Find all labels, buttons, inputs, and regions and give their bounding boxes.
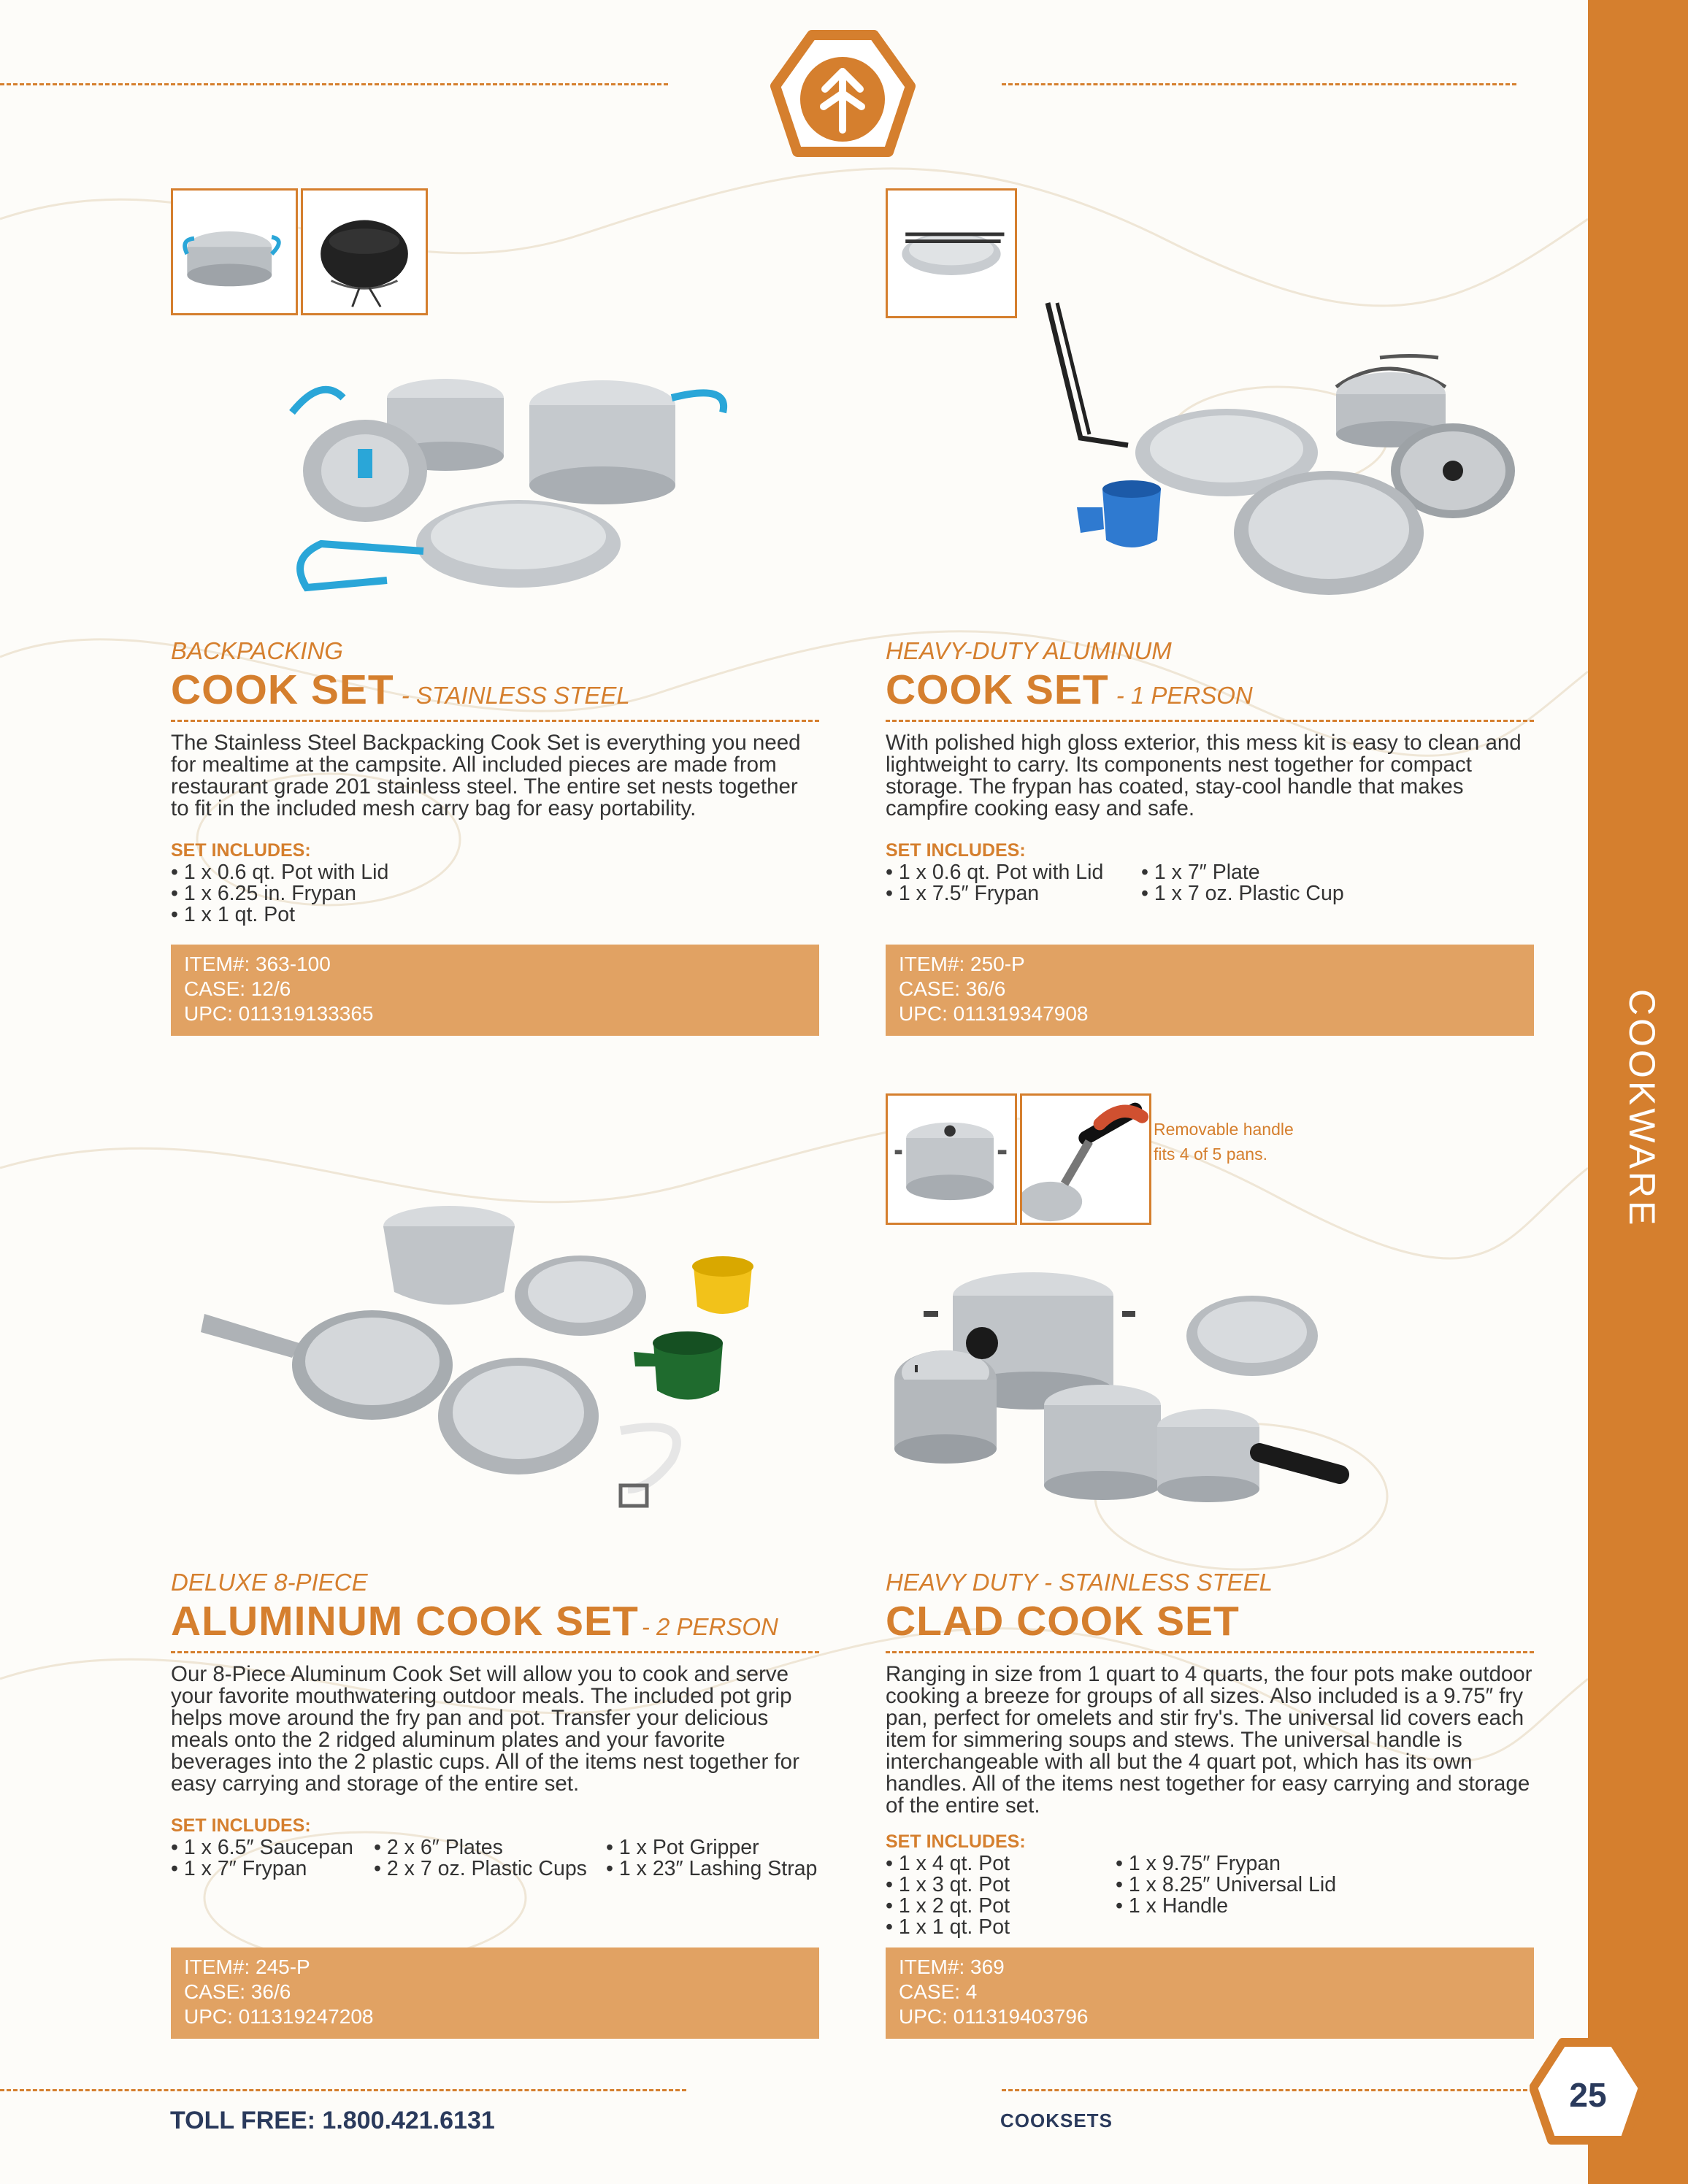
- product-4-includes-label: SET INCLUDES:: [886, 1831, 1026, 1852]
- product-4-case: CASE: 4: [899, 1980, 978, 2003]
- product-3-subtitle: - 2 PERSON: [641, 1613, 778, 1640]
- product-1-subtitle: - STAINLESS STEEL: [401, 682, 630, 709]
- product-3-case: CASE: 36/6: [184, 1980, 291, 2003]
- list-item: • 1 x 2 qt. Pot: [886, 1894, 1010, 1918]
- product-4-upc: UPC: 011319403796: [899, 2005, 1089, 2028]
- product-1-item-info: [171, 945, 819, 1036]
- page-number: 25: [1569, 2076, 1607, 2114]
- product-4: [886, 1568, 1534, 1938]
- top-rule-right: [1002, 83, 1516, 85]
- list-item: • 1 x Handle: [1116, 1894, 1229, 1918]
- product-2-eyebrow: HEAVY-DUTY ALUMINUM: [886, 637, 1172, 664]
- product-1-description: The Stainless Steel Backpacking Cook Set is everything you need for mealtime at the campsite. All included pieces are made from restaurant grade 201 stainless steel. The entire set nests together to fit in the included mesh carry bag for easy portability.: [171, 731, 801, 820]
- product-2-includes-list: [886, 862, 1534, 904]
- product-4-title-rule: [886, 1651, 1534, 1653]
- product-4-item-number: ITEM#: 369: [899, 1956, 1005, 1978]
- product-1-title-row: [171, 666, 819, 714]
- list-item: • 1 x 8.25″ Universal Lid: [1116, 1873, 1337, 1896]
- product-4-thumb-note: [1154, 1117, 1294, 1166]
- list-item: • 1 x 6.25 in. Frypan: [171, 882, 356, 905]
- page-number-badge: [1530, 2037, 1646, 2146]
- product-4-title: CLAD COOK SET: [886, 1598, 1240, 1645]
- product-4-thumbnails: [886, 1093, 1151, 1225]
- list-item: • 1 x 7″ Frypan: [171, 1857, 307, 1880]
- product-4-thumb-note-line2: fits 4 of 5 pans.: [1154, 1145, 1267, 1164]
- product-1-case: CASE: 12/6: [184, 977, 291, 1000]
- product-3: [171, 1568, 819, 1880]
- product-1-upc: UPC: 011319133365: [184, 1002, 374, 1025]
- product-4-thumb-note-line1: Removable handle: [1154, 1120, 1294, 1139]
- product-4-includes-list: [886, 1853, 1534, 1938]
- list-item: • 1 x 3 qt. Pot: [886, 1873, 1010, 1896]
- toll-free-number: TOLL FREE: 1.800.421.6131: [170, 2107, 495, 2134]
- product-2-title: COOK SET: [886, 666, 1109, 713]
- top-rule-left: [0, 83, 668, 85]
- list-item: • 1 x 1 qt. Pot: [886, 1915, 1010, 1939]
- list-item: • 2 x 6″ Plates: [374, 1836, 503, 1859]
- product-4-description: Ranging in size from 1 quart to 4 quarts, the four pots make outdoor cooking a breeze for groups of all sizes. Also included is a 9.75″ fry pan, perfect for omelets and stir fry's. The universal lid covers each item for simmering soups and stews. The universal handle is interchangeable with all but the 4 quart pot, which has its own handles. All of the items nest together for easy carrying and storage of the entire set.: [886, 1662, 1532, 1818]
- product-3-item-info: [171, 1947, 819, 2039]
- product-1-title-rule: [171, 720, 819, 722]
- product-1-title: COOK SET: [171, 666, 394, 713]
- product-4-photo: [894, 1263, 1515, 1518]
- list-item: • 1 x 7.5″ Frypan: [886, 882, 1040, 905]
- product-1-eyebrow: BACKPACKING: [171, 637, 343, 664]
- product-4-thumb-pot: [886, 1093, 1017, 1225]
- footer-section-name: COOKSETS: [1000, 2110, 1113, 2131]
- product-2-includes-label: SET INCLUDES:: [886, 840, 1026, 861]
- list-item: • 1 x 7″ Plate: [1141, 861, 1260, 884]
- product-3-upc: UPC: 011319247208: [184, 2005, 374, 2028]
- product-2-thumb-nested-set: [886, 188, 1017, 318]
- sidebar-category-label: COOKWARE: [1622, 989, 1662, 1228]
- list-item: • 1 x 23″ Lashing Strap: [606, 1857, 818, 1880]
- product-1-includes-list: [171, 862, 819, 926]
- product-2-subtitle: - 1 PERSON: [1116, 682, 1253, 709]
- product-4-eyebrow: HEAVY DUTY - STAINLESS STEEL: [886, 1569, 1273, 1596]
- product-2-title-rule: [886, 720, 1534, 722]
- product-1-photo: [277, 361, 745, 624]
- list-item: • 1 x 0.6 qt. Pot with Lid: [886, 861, 1104, 884]
- product-4-item-info: [886, 1947, 1534, 2039]
- product-3-item-number: ITEM#: 245-P: [184, 1956, 310, 1978]
- product-2-item-info: [886, 945, 1534, 1036]
- product-1-thumb-mesh-bag: [301, 188, 428, 315]
- product-3-includes-label: SET INCLUDES:: [171, 1815, 311, 1836]
- product-3-description: Our 8-Piece Aluminum Cook Set will allow you to cook and serve your favorite mouthwatering outdoor meals. The included pot grip helps move around the fry pan and pot. Transfer your delicious meals onto the 2 ridged aluminum plates and your favorite beverages into the 2 plastic cups. All of the items nest together for easy carrying and storage of the entire set.: [171, 1662, 799, 1796]
- product-2-description: With polished high gloss exterior, this mess kit is easy to clean and lightweight to carry. Its components nest together for compact storage. The frypan has coated, stay-cool handle that makes campfire cooking easy and safe.: [886, 731, 1522, 820]
- product-2-title-row: [886, 666, 1534, 714]
- product-1-thumbnails: [171, 188, 428, 315]
- product-2-item-number: ITEM#: 250-P: [899, 953, 1025, 975]
- list-item: • 1 x 6.5″ Saucepan: [171, 1836, 353, 1859]
- product-2-thumbnails: [886, 188, 1017, 318]
- product-3-photo: [197, 1197, 803, 1526]
- product-4-thumb-handle: [1020, 1093, 1151, 1225]
- product-3-title-row: [171, 1597, 819, 1645]
- product-2-upc: UPC: 011319347908: [899, 1002, 1089, 1025]
- product-2-case: CASE: 36/6: [899, 977, 1006, 1000]
- product-3-eyebrow: DELUXE 8-PIECE: [171, 1569, 368, 1596]
- product-1-includes-label: SET INCLUDES:: [171, 840, 311, 861]
- list-item: • 1 x 7 oz. Plastic Cup: [1141, 882, 1344, 905]
- product-3-title-rule: [171, 1651, 819, 1653]
- product-2: [886, 637, 1534, 904]
- product-3-includes-list: [171, 1837, 819, 1880]
- tree-arrow-logo-icon: [768, 28, 918, 166]
- footer-rule-left: [0, 2089, 686, 2091]
- product-1-item-number: ITEM#: 363-100: [184, 953, 331, 975]
- list-item: • 2 x 7 oz. Plastic Cups: [374, 1857, 587, 1880]
- product-2-photo: [1037, 299, 1519, 620]
- product-1-thumb-pot: [171, 188, 298, 315]
- footer-rule-right: [1002, 2089, 1527, 2091]
- product-4-title-row: [886, 1597, 1534, 1645]
- list-item: • 1 x 4 qt. Pot: [886, 1852, 1010, 1875]
- product-1: [171, 637, 819, 926]
- list-item: • 1 x 1 qt. Pot: [171, 903, 295, 926]
- product-3-title: ALUMINUM COOK SET: [171, 1598, 639, 1645]
- list-item: • 1 x 0.6 qt. Pot with Lid: [171, 861, 389, 884]
- list-item: • 1 x Pot Gripper: [606, 1836, 759, 1859]
- list-item: • 1 x 9.75″ Frypan: [1116, 1852, 1281, 1875]
